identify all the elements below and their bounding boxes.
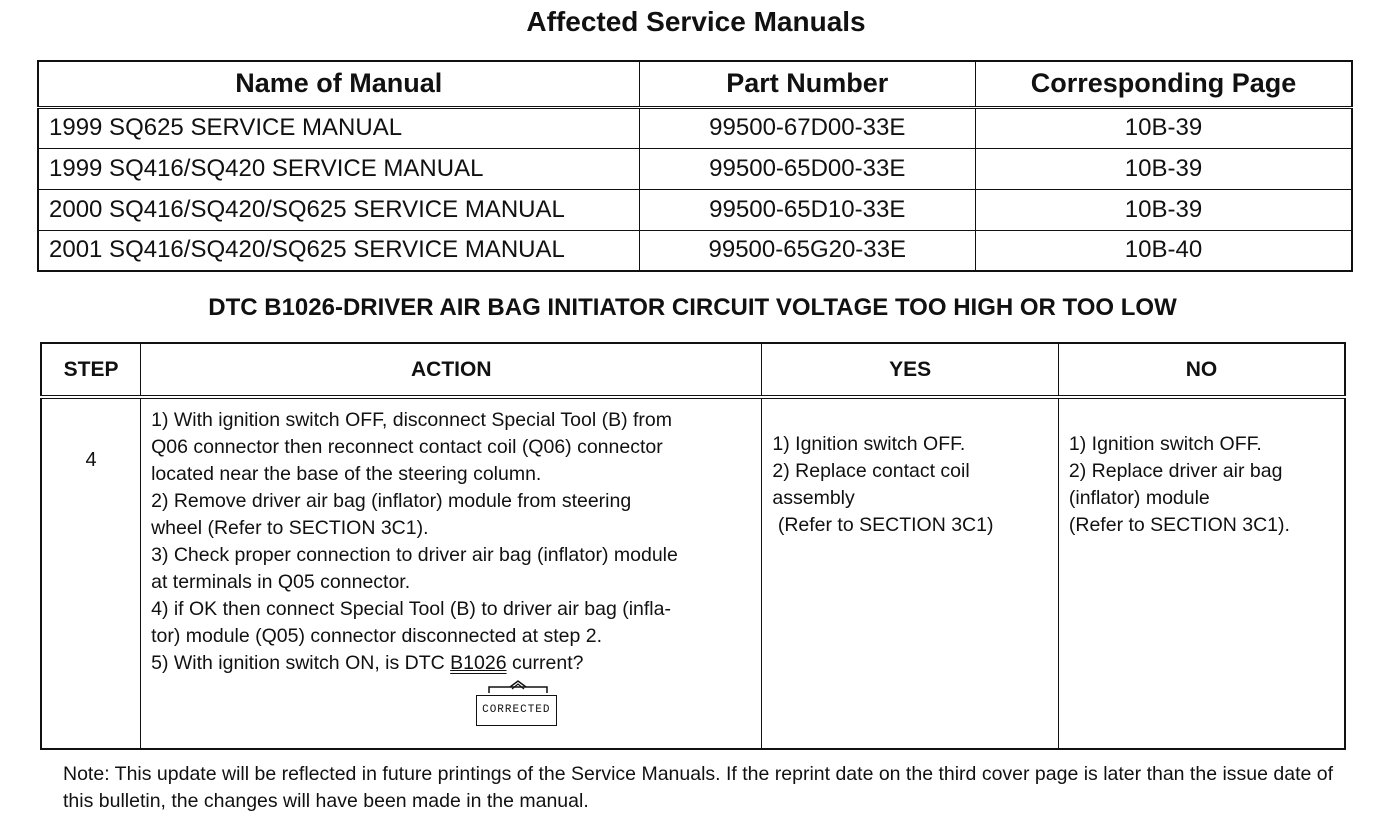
header-step: STEP	[41, 343, 141, 397]
part-number: 99500-65G20-33E	[639, 230, 975, 271]
action-line: Q06 connector then reconnect contact coil (Q06) connector	[151, 436, 663, 458]
no-line: (Refer to SECTION 3C1).	[1068, 514, 1290, 536]
page-title: Affected Service Manuals	[526, 6, 866, 37]
dtc-code-corrected: B1026	[450, 652, 507, 674]
action-line: 4) if OK then connect Special Tool (B) to driver air bag (infla-	[151, 598, 671, 620]
dtc-title: DTC B1026-DRIVER AIR BAG INITIATOR CIRCUIT VOLTAGE TOO HIGH OR TOO LOW	[208, 294, 1177, 321]
header-action: ACTION	[141, 343, 762, 397]
action-line: 1) With ignition switch OFF, disconnect Special Tool (B) from	[151, 409, 673, 431]
header-name-of-manual: Name of Manual	[38, 61, 639, 107]
action-line: tor) module (Q05) connector disconnected at step 2.	[151, 625, 603, 647]
yes-line: 2) Replace contact coil	[772, 460, 970, 482]
header-no: NO	[1058, 343, 1345, 397]
table-row	[38, 107, 1352, 148]
action-line: at terminals in Q05 connector.	[151, 571, 411, 593]
part-number: 99500-65D00-33E	[639, 148, 975, 189]
action-line: 3) Check proper connection to driver air bag (inflator) module	[151, 544, 678, 566]
correction-mark	[151, 677, 751, 723]
action-line-last	[151, 650, 751, 677]
no-line: 1) Ignition switch OFF.	[1068, 433, 1262, 455]
corrected-stamp: CORRECTED	[476, 695, 556, 726]
footnote: Note: This update will be reflected in future printings of the Service Manuals. If the reprint date on the third cover page is later than the issue date of this bulletin, the changes will have been made in the manual.	[63, 763, 1334, 812]
action-line: wheel (Refer to SECTION 3C1).	[151, 517, 429, 539]
step-number: 4	[41, 397, 141, 749]
manual-name: 1999 SQ416/SQ420 SERVICE MANUAL	[38, 148, 639, 189]
table-row	[41, 397, 1345, 749]
table-row	[38, 230, 1352, 271]
dtc-procedure-table	[40, 342, 1346, 750]
affected-manuals-table	[37, 60, 1353, 272]
table-header-row	[38, 61, 1352, 107]
yes-line: 1) Ignition switch OFF.	[772, 433, 966, 455]
manual-name: 2001 SQ416/SQ420/SQ625 SERVICE MANUAL	[38, 230, 639, 271]
yes-line: assembly	[772, 487, 855, 509]
table-header-row	[41, 343, 1345, 397]
manual-name: 2000 SQ416/SQ420/SQ625 SERVICE MANUAL	[38, 189, 639, 230]
action-line: located near the base of the steering column.	[151, 463, 542, 485]
manual-name: 1999 SQ625 SERVICE MANUAL	[38, 107, 639, 148]
part-number: 99500-67D00-33E	[639, 107, 975, 148]
header-corresponding-page: Corresponding Page	[975, 61, 1352, 107]
yes-cell	[762, 397, 1058, 749]
corresponding-page: 10B-39	[975, 148, 1352, 189]
corresponding-page: 10B-39	[975, 107, 1352, 148]
table-row	[38, 189, 1352, 230]
action-line: 2) Remove driver air bag (inflator) module from steering	[151, 490, 632, 512]
corresponding-page: 10B-39	[975, 189, 1352, 230]
part-number: 99500-65D10-33E	[639, 189, 975, 230]
yes-line: (Refer to SECTION 3C1)	[772, 514, 994, 536]
header-part-number: Part Number	[639, 61, 975, 107]
header-yes: YES	[762, 343, 1058, 397]
no-line: 2) Replace driver air bag	[1068, 460, 1283, 482]
no-line: (inflator) module	[1068, 487, 1210, 509]
corresponding-page: 10B-40	[975, 230, 1352, 271]
no-cell	[1058, 397, 1345, 749]
table-row	[38, 148, 1352, 189]
action-last-prefix: 5) With ignition switch ON, is DTC	[151, 652, 451, 674]
action-last-suffix: current?	[506, 652, 584, 674]
action-cell	[141, 397, 762, 749]
correction-arrow-icon	[485, 679, 551, 695]
